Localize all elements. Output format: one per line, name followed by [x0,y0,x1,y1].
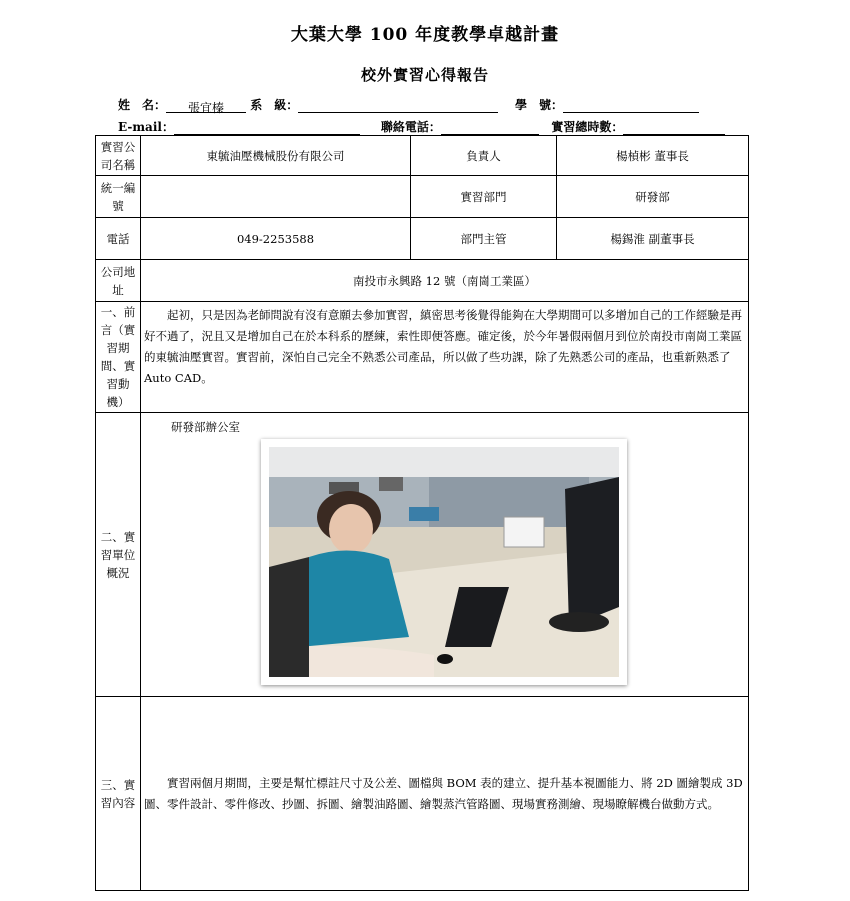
address-value: 南投市永興路 12 號（南崗工業區） [141,260,749,302]
report-subtitle: 校外實習心得報告 [360,66,489,84]
hours-label: 實習總時數： [551,120,624,134]
report-table [95,135,749,891]
info-row-1 [118,96,699,113]
phone-field[interactable] [441,121,539,135]
photo-caption: 研發部辦公室 [171,420,240,434]
owner-value: 楊楨彬 董事長 [557,136,749,176]
section1-label: 一、前言（實習期間、實習動機） [96,302,141,413]
owner-label: 負責人 [411,136,557,176]
report-title: 大葉大學 100 年度教學卓越計畫 [290,25,560,45]
intern-dept-value: 研發部 [557,176,749,218]
dept-field[interactable] [298,99,498,113]
section1-text: 起初，只是因為老師問說有沒有意願去參加實習，縝密思考後覺得能夠在大學期間可以多增加自己的工作經驗是再好不過了，況且又是增加自己在於本科系的歷練，索性即便答應。確定後，於今年暑假兩個月到位於南投市南崗工業區的東毓油壓實習。實習前，深怕自己完全不熟悉公司產品，所以做了些功課，除了先熟悉公司的產品，也重新熟悉了 Auto CAD。 [141,302,749,413]
section3-label: 三、實習內容 [96,697,141,891]
hours-field[interactable] [623,121,725,135]
company-name-label: 實習公司名稱 [96,136,141,176]
tax-id-label: 統一編號 [96,176,141,218]
info-row-2 [118,118,725,135]
supervisor-value: 楊錫淮 副董事長 [557,218,749,260]
address-label: 公司地址 [96,260,141,302]
name-field[interactable]: 張宜榛 [166,99,246,113]
section2-content [141,413,749,697]
intern-dept-label: 實習部門 [411,176,557,218]
email-label: E-mail： [118,120,174,134]
office-photo-image [269,447,619,677]
supervisor-label: 部門主管 [411,218,557,260]
student-id-field[interactable] [563,99,699,113]
name-label: 姓 名： [118,98,167,112]
dept-label: 系 級： [250,98,299,112]
phone-label: 聯絡電話： [380,120,441,134]
tel-value: 049-2253588 [141,218,411,260]
student-id-label: 學 號： [514,98,563,112]
email-field[interactable] [174,121,360,135]
tax-id-value [141,176,411,218]
tel-label: 電話 [96,218,141,260]
office-photo [261,439,627,685]
section2-label: 二、實習單位概況 [96,413,141,697]
section3-text: 實習兩個月期間，主要是幫忙標註尺寸及公差、圖檔與 BOM 表的建立、提升基本視圖能力、將 2D 圖繪製成 3D 圖、零件設計、零件修改、抄圖、拆圖、繪製油路圖、繪製蒸汽管路圖、現場實務測繪、現場瞭解機台做動方式。 [141,697,749,891]
company-name-value: 東毓油壓機械股份有限公司 [141,136,411,176]
